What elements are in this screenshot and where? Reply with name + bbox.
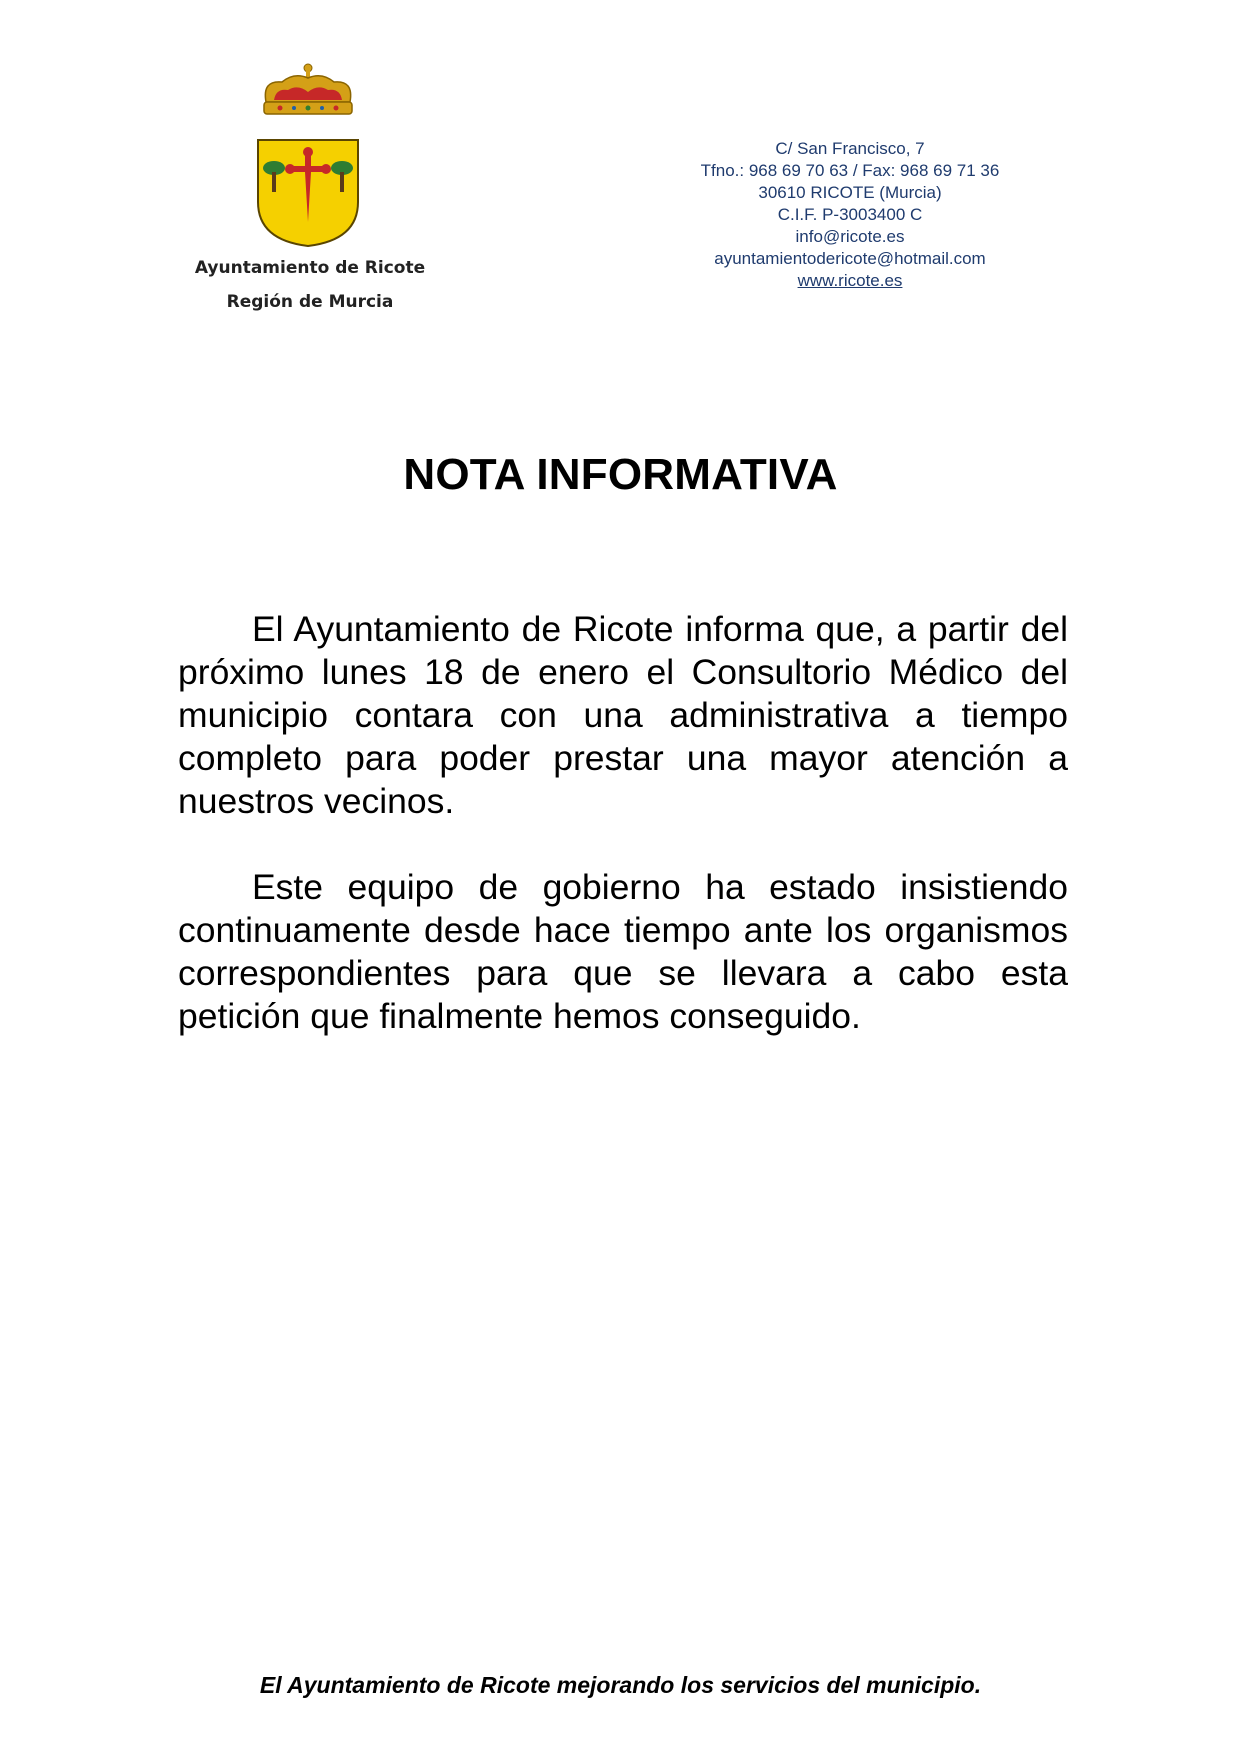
organization-region: Región de Murcia	[226, 292, 394, 312]
contact-block	[640, 138, 1060, 292]
document-body	[178, 608, 1068, 1038]
contact-email-info[interactable]: info@ricote.es	[795, 227, 905, 246]
footer-slogan: El Ayuntamiento de Ricote mejorando los servicios del municipio.	[259, 1672, 982, 1698]
contact-cif: C.I.F. P-3003400 C	[777, 205, 923, 224]
coat-of-arms-icon	[252, 62, 364, 248]
contact-phone-fax: Tfno.: 968 69 70 63 / Fax: 968 69 71 36	[700, 161, 1000, 180]
contact-email-hotmail[interactable]: ayuntamientodericote@hotmail.com	[714, 249, 986, 268]
contact-address: C/ San Francisco, 7	[775, 139, 925, 158]
document-title: NOTA INFORMATIVA	[403, 450, 838, 499]
website-link[interactable]: www.ricote.es	[797, 271, 903, 290]
crown-icon	[264, 64, 352, 114]
paragraph: El Ayuntamiento de Ricote informa que, a partir del próximo lunes 18 de enero el Consultorio Médico del municipio contara con una administrativa a tiempo completo para poder prestar una mayor atención a nuestros vecinos.	[178, 609, 1068, 821]
paragraph: Este equipo de gobierno ha estado insistiendo continuamente desde hace tiempo ante los organismos correspondientes para que se llevara a cabo esta petición que finalmente hemos conseguido.	[178, 867, 1068, 1036]
contact-postal: 30610 RICOTE (Murcia)	[758, 183, 942, 202]
organization-name: Ayuntamiento de Ricote	[194, 258, 426, 278]
